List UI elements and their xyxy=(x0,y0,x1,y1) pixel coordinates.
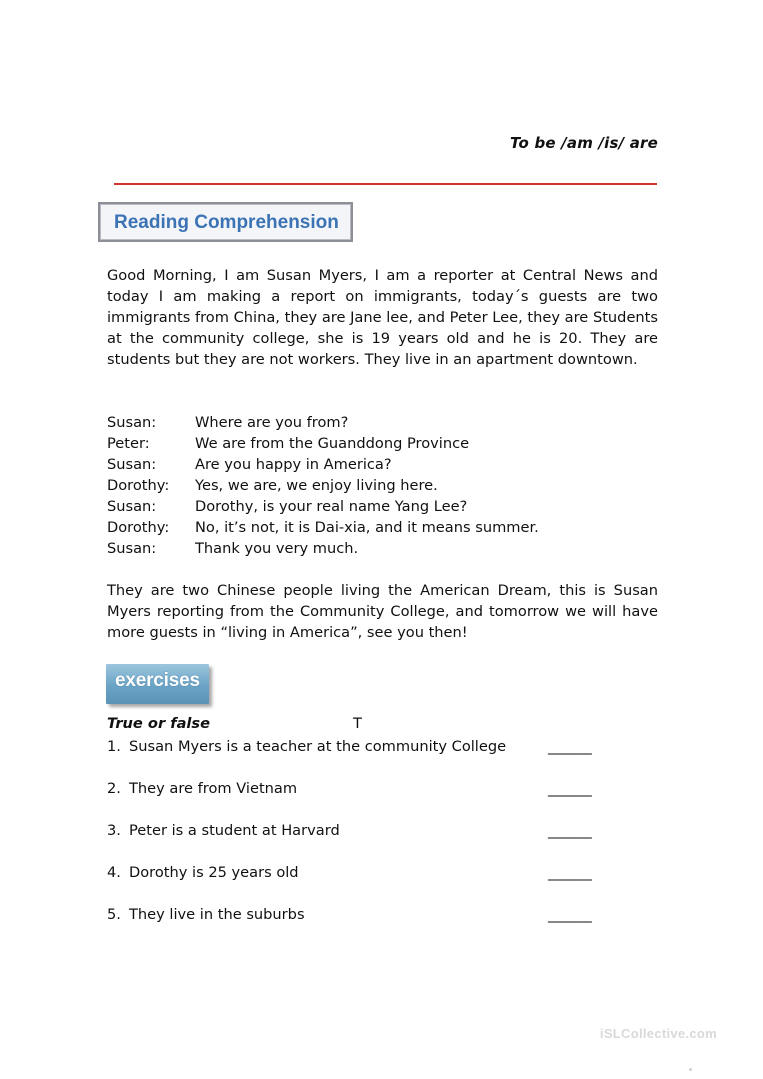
dialog-speaker: Susan: xyxy=(107,414,157,431)
question-text: Dorothy is 25 years old xyxy=(129,864,299,881)
closing-paragraph: They are two Chinese people living the American Dream, this is Susan Myers reporting from the Community College, and tomorrow we will have more guests in “living in America”, see you then! xyxy=(107,582,658,641)
dialog-text: Are you happy in America? xyxy=(195,456,392,473)
question-number: 1. xyxy=(107,738,121,755)
intro-paragraph: Good Morning, I am Susan Myers, I am a reporter at Central News and today I am making a report on immigrants, today´s guests are two immigrants from China, they are Jane lee, and Peter Lee, they are Students at the community college, she is 19 years old and he is 20. They are students but they are not workers. They live in an apartment downtown. xyxy=(107,267,658,368)
question-number: 4. xyxy=(107,864,121,881)
question-text: Susan Myers is a teacher at the community College xyxy=(129,738,507,755)
question-number: 5. xyxy=(107,906,121,923)
dialog-line xyxy=(107,475,658,496)
answer-blank[interactable]: ______ xyxy=(548,822,592,839)
dialog-line xyxy=(107,496,658,517)
question-text: They live in the suburbs xyxy=(129,906,305,923)
question-text: They are from Vietnam xyxy=(129,780,298,797)
watermark-dot xyxy=(689,1068,692,1071)
answer-blank[interactable]: ______ xyxy=(548,780,592,797)
header-divider xyxy=(114,183,657,185)
dialog-speaker: Dorothy: xyxy=(107,477,170,494)
dialog-speaker: Susan: xyxy=(107,540,157,557)
section-title: Reading Comprehension xyxy=(114,212,339,233)
dialog-text: Thank you very much. xyxy=(195,540,359,557)
true-column-label: T xyxy=(353,715,362,732)
site-watermark: iSLCollective.com xyxy=(599,1026,717,1041)
dialog-speaker: Susan: xyxy=(107,498,157,515)
dialog-line xyxy=(107,538,658,559)
true-false-heading: True or false xyxy=(107,715,211,732)
question-item xyxy=(107,904,607,925)
dialog-line xyxy=(107,433,658,454)
dialog-line xyxy=(107,517,658,538)
dialog-line xyxy=(107,454,658,475)
question-text: Peter is a student at Harvard xyxy=(129,822,340,839)
dialog-text: No, it’s not, it is Dai-xia, and it means summer. xyxy=(195,519,539,536)
dialog-text: Yes, we are, we enjoy living here. xyxy=(195,477,438,494)
question-number: 2. xyxy=(107,780,121,797)
question-number: 3. xyxy=(107,822,121,839)
reading-comprehension-banner xyxy=(98,202,353,242)
question-item xyxy=(107,778,607,799)
answer-blank[interactable]: ______ xyxy=(548,738,592,755)
dialog-text: We are from the Guanddong Province xyxy=(195,435,470,452)
dialog-speaker: Dorothy: xyxy=(107,519,170,536)
dialog-block xyxy=(107,412,658,559)
answer-blank[interactable]: ______ xyxy=(548,864,592,881)
exercises-label: exercises xyxy=(115,670,200,691)
exercises-badge xyxy=(106,664,209,704)
dialog-line xyxy=(107,412,658,433)
dialog-text: Where are you from? xyxy=(195,414,349,431)
question-item xyxy=(107,736,607,757)
dialog-text: Dorothy, is your real name Yang Lee? xyxy=(195,498,468,515)
question-item xyxy=(107,862,607,883)
dialog-speaker: Susan: xyxy=(107,456,157,473)
question-item xyxy=(107,820,607,841)
dialog-speaker: Peter: xyxy=(107,435,150,452)
worksheet-topic-title: To be /am /is/ are xyxy=(510,134,658,152)
answer-blank[interactable]: ______ xyxy=(548,906,592,923)
